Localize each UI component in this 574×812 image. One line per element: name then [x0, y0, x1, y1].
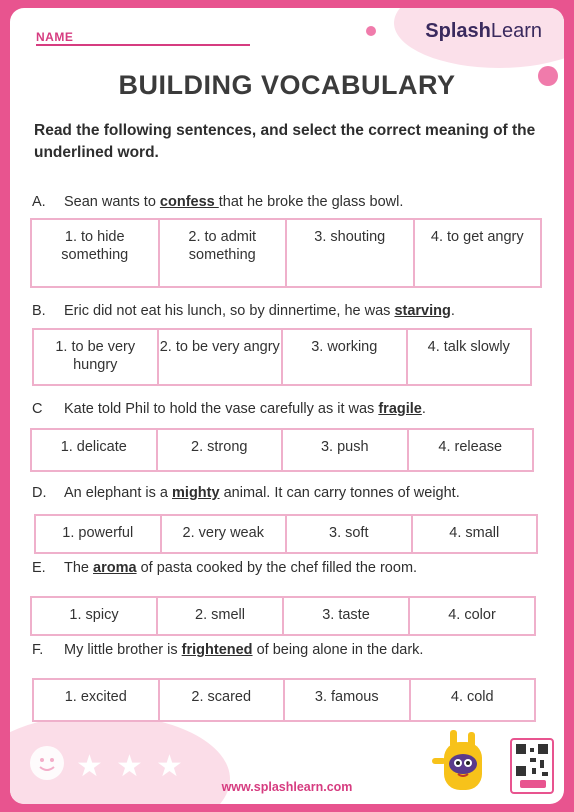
answer-option[interactable]: 2. to be very angry [159, 330, 284, 384]
answer-option[interactable]: 3. shouting [287, 220, 415, 286]
question-4 [32, 485, 460, 501]
answer-option[interactable]: 4. to get angry [430, 229, 524, 245]
question-text: An elephant is a [64, 485, 173, 501]
question-text: . [450, 303, 455, 319]
question-text: Sean wants to [64, 194, 160, 210]
question-text: animal. It can carry tonnes of weight. [219, 485, 460, 501]
question-text: Kate told Phil to hold the vase carefully as it was [64, 401, 379, 417]
answer-option[interactable]: 4. talk slowly [427, 339, 510, 355]
question-letter: F. [32, 642, 44, 658]
question-letter: E. [32, 560, 46, 576]
underlined-word: starving [394, 303, 451, 319]
answer-option[interactable]: 1. spicy [32, 598, 158, 634]
mascot-icon [430, 728, 494, 798]
question-letter: B. [32, 303, 46, 319]
answer-option[interactable]: 2. scared [160, 680, 286, 720]
question-text: Eric did not eat his lunch, so by dinnertime, he was [64, 303, 395, 319]
qr-code-icon[interactable] [510, 738, 554, 794]
question-text: of pasta cooked by the chef filled the room. [136, 560, 418, 576]
question-letter: C [32, 401, 43, 417]
star-icon: ★ [156, 750, 183, 783]
question-text: . [421, 401, 426, 417]
star-icon: ★ [116, 750, 143, 783]
underlined-word: fragile [378, 401, 422, 417]
decor-dot [366, 26, 376, 36]
answer-option[interactable]: 1. to be very hungry [34, 330, 159, 384]
name-label: NAME [36, 30, 74, 44]
splashlearn-logo: SplashLearn [425, 20, 542, 42]
answer-option[interactable]: 3. soft [287, 516, 413, 552]
options-row-6 [32, 678, 536, 722]
star-icon: ★ [76, 750, 103, 783]
question-letter: A. [32, 194, 46, 210]
underlined-word: mighty [172, 485, 220, 501]
question-6 [32, 642, 423, 658]
options-row-1 [30, 218, 542, 288]
question-3 [32, 401, 426, 417]
name-underline [36, 44, 250, 46]
answer-option[interactable]: 4. color [448, 607, 496, 623]
answer-option[interactable]: 3. taste [284, 598, 410, 634]
page-title: BUILDING VOCABULARY [118, 70, 456, 100]
answer-option[interactable]: 3. push [283, 430, 409, 470]
question-5 [32, 560, 417, 576]
answer-option[interactable]: 2. very weak [162, 516, 288, 552]
options-row-3 [30, 428, 534, 472]
instructions: Read the following sentences, and select the correct meaning of the underlined word. [34, 122, 536, 161]
answer-option[interactable]: 3. working [283, 330, 408, 384]
answer-option[interactable]: 3. famous [285, 680, 411, 720]
answer-option[interactable]: 4. release [438, 439, 503, 455]
options-row-2 [32, 328, 532, 386]
answer-option[interactable]: 4. small [449, 525, 500, 541]
question-2 [32, 303, 455, 319]
question-text: The [64, 560, 94, 576]
answer-option[interactable]: 4. cold [450, 689, 494, 705]
question-text: My little brother is [64, 642, 182, 658]
question-letter: D. [32, 485, 47, 501]
underlined-word: aroma [93, 560, 137, 576]
answer-option[interactable]: 1. excited [34, 680, 160, 720]
answer-option[interactable]: 2. smell [158, 598, 284, 634]
answer-option[interactable]: 2. strong [158, 430, 284, 470]
smiley-icon [30, 746, 64, 780]
worksheet [10, 8, 564, 804]
answer-option[interactable]: 1. to hide something [32, 220, 160, 286]
underlined-word: confess [159, 194, 219, 210]
footer-url[interactable]: www.splashlearn.com [221, 780, 353, 794]
answer-option[interactable]: 1. powerful [36, 516, 162, 552]
answer-option[interactable]: 1. delicate [32, 430, 158, 470]
question-1 [32, 194, 403, 210]
options-row-5 [30, 596, 536, 636]
options-row-4 [34, 514, 538, 554]
question-text: of being alone in the dark. [252, 642, 424, 658]
question-text: that he broke the glass bowl. [218, 194, 404, 210]
underlined-word: frightened [181, 642, 253, 658]
answer-option[interactable]: 2. to admit something [160, 220, 288, 286]
